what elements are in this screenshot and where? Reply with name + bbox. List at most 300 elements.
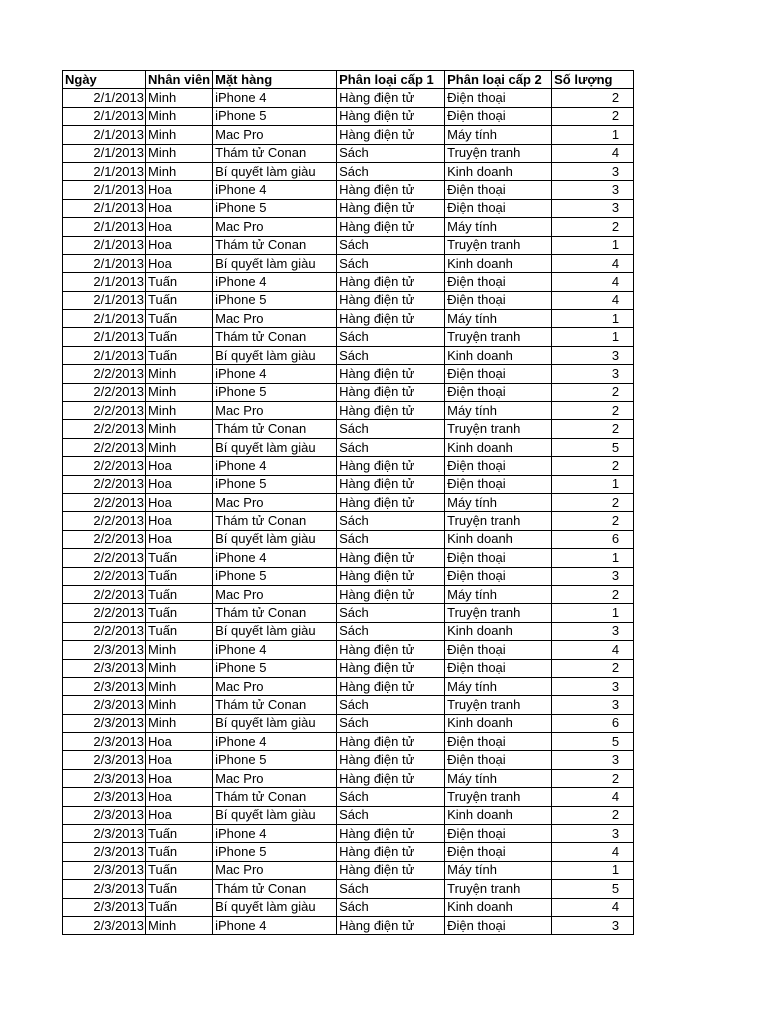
item-cell: iPhone 4: [213, 549, 337, 567]
quantity-cell: 3: [552, 365, 634, 383]
category-1-cell: Hàng điện tử: [337, 107, 445, 125]
date-cell: 2/1/2013: [63, 162, 146, 180]
item-cell: Thám tử Conan: [213, 604, 337, 622]
category-1-cell: Hàng điện tử: [337, 383, 445, 401]
employee-cell: Minh: [146, 916, 213, 934]
quantity-cell: 1: [552, 604, 634, 622]
employee-cell: Tuấn: [146, 549, 213, 567]
category-2-cell: Điện thoại: [445, 733, 552, 751]
employee-cell: Minh: [146, 659, 213, 677]
date-cell: 2/3/2013: [63, 641, 146, 659]
quantity-cell: 4: [552, 898, 634, 916]
table-row: [63, 861, 634, 879]
date-cell: 2/1/2013: [63, 107, 146, 125]
category-2-cell: Kinh doanh: [445, 438, 552, 456]
category-2-cell: Kinh doanh: [445, 898, 552, 916]
header-category-2: Phân loại cấp 2: [445, 71, 552, 89]
quantity-cell: 4: [552, 291, 634, 309]
item-cell: iPhone 4: [213, 641, 337, 659]
category-2-cell: Kinh doanh: [445, 530, 552, 548]
table-row: [63, 89, 634, 107]
table-row: [63, 788, 634, 806]
employee-cell: Tuấn: [146, 310, 213, 328]
category-1-cell: Sách: [337, 162, 445, 180]
category-2-cell: Điện thoại: [445, 641, 552, 659]
category-2-cell: Truyện tranh: [445, 604, 552, 622]
employee-cell: Minh: [146, 402, 213, 420]
employee-cell: Tuấn: [146, 861, 213, 879]
quantity-cell: 4: [552, 254, 634, 272]
date-cell: 2/3/2013: [63, 788, 146, 806]
category-1-cell: Sách: [337, 696, 445, 714]
quantity-cell: 5: [552, 438, 634, 456]
category-1-cell: Sách: [337, 806, 445, 824]
date-cell: 2/2/2013: [63, 402, 146, 420]
item-cell: Mac Pro: [213, 493, 337, 511]
quantity-cell: 2: [552, 383, 634, 401]
category-1-cell: Sách: [337, 714, 445, 732]
employee-cell: Tuấn: [146, 898, 213, 916]
item-cell: Thám tử Conan: [213, 788, 337, 806]
quantity-cell: 2: [552, 89, 634, 107]
header-employee: Nhân viên: [146, 71, 213, 89]
quantity-cell: 2: [552, 512, 634, 530]
table-row: [63, 530, 634, 548]
quantity-cell: 3: [552, 567, 634, 585]
employee-cell: Hoa: [146, 236, 213, 254]
quantity-cell: 3: [552, 696, 634, 714]
employee-cell: Tuấn: [146, 567, 213, 585]
date-cell: 2/1/2013: [63, 273, 146, 291]
category-1-cell: Hàng điện tử: [337, 126, 445, 144]
employee-cell: Tuấn: [146, 328, 213, 346]
category-1-cell: Sách: [337, 438, 445, 456]
quantity-cell: 2: [552, 659, 634, 677]
table-row: [63, 438, 634, 456]
date-cell: 2/3/2013: [63, 733, 146, 751]
item-cell: iPhone 4: [213, 825, 337, 843]
item-cell: Thám tử Conan: [213, 696, 337, 714]
category-1-cell: Hàng điện tử: [337, 89, 445, 107]
date-cell: 2/3/2013: [63, 696, 146, 714]
table-row: [63, 144, 634, 162]
header-date: Ngày: [63, 71, 146, 89]
date-cell: 2/2/2013: [63, 604, 146, 622]
category-1-cell: Hàng điện tử: [337, 199, 445, 217]
category-2-cell: Máy tính: [445, 126, 552, 144]
employee-cell: Minh: [146, 714, 213, 732]
category-1-cell: Sách: [337, 144, 445, 162]
employee-cell: Hoa: [146, 457, 213, 475]
table-row: [63, 162, 634, 180]
date-cell: 2/1/2013: [63, 218, 146, 236]
category-1-cell: Hàng điện tử: [337, 843, 445, 861]
table-row: [63, 199, 634, 217]
category-1-cell: Sách: [337, 898, 445, 916]
header-category-1: Phân loại cấp 1: [337, 71, 445, 89]
date-cell: 2/1/2013: [63, 181, 146, 199]
date-cell: 2/3/2013: [63, 751, 146, 769]
employee-cell: Minh: [146, 162, 213, 180]
item-cell: iPhone 5: [213, 291, 337, 309]
category-1-cell: Hàng điện tử: [337, 457, 445, 475]
quantity-cell: 1: [552, 236, 634, 254]
item-cell: Bí quyết làm giàu: [213, 622, 337, 640]
table-row: [63, 898, 634, 916]
table-row: [63, 254, 634, 272]
date-cell: 2/3/2013: [63, 677, 146, 695]
employee-cell: Minh: [146, 677, 213, 695]
employee-cell: Minh: [146, 144, 213, 162]
employee-cell: Tuấn: [146, 346, 213, 364]
category-2-cell: Điện thoại: [445, 365, 552, 383]
item-cell: Mac Pro: [213, 861, 337, 879]
table-row: [63, 181, 634, 199]
category-2-cell: Máy tính: [445, 402, 552, 420]
date-cell: 2/1/2013: [63, 346, 146, 364]
category-1-cell: Hàng điện tử: [337, 861, 445, 879]
item-cell: Thám tử Conan: [213, 512, 337, 530]
category-1-cell: Sách: [337, 604, 445, 622]
date-cell: 2/3/2013: [63, 880, 146, 898]
table-row: [63, 126, 634, 144]
table-row: [63, 420, 634, 438]
category-2-cell: Điện thoại: [445, 107, 552, 125]
item-cell: Bí quyết làm giàu: [213, 714, 337, 732]
quantity-cell: 1: [552, 126, 634, 144]
category-2-cell: Điện thoại: [445, 457, 552, 475]
category-1-cell: Hàng điện tử: [337, 273, 445, 291]
date-cell: 2/1/2013: [63, 254, 146, 272]
category-2-cell: Điện thoại: [445, 751, 552, 769]
table-row: [63, 567, 634, 585]
table-row: [63, 733, 634, 751]
employee-cell: Hoa: [146, 769, 213, 787]
header-item: Mặt hàng: [213, 71, 337, 89]
table-row: [63, 365, 634, 383]
date-cell: 2/2/2013: [63, 567, 146, 585]
employee-cell: Tuấn: [146, 622, 213, 640]
date-cell: 2/2/2013: [63, 420, 146, 438]
item-cell: Mac Pro: [213, 677, 337, 695]
item-cell: Bí quyết làm giàu: [213, 530, 337, 548]
table-row: [63, 291, 634, 309]
category-2-cell: Điện thoại: [445, 89, 552, 107]
table-row: [63, 751, 634, 769]
item-cell: iPhone 4: [213, 916, 337, 934]
table-row: [63, 310, 634, 328]
employee-cell: Tuấn: [146, 825, 213, 843]
date-cell: 2/1/2013: [63, 126, 146, 144]
category-2-cell: Máy tính: [445, 677, 552, 695]
employee-cell: Hoa: [146, 181, 213, 199]
item-cell: iPhone 4: [213, 181, 337, 199]
quantity-cell: 2: [552, 493, 634, 511]
item-cell: Thám tử Conan: [213, 144, 337, 162]
item-cell: Bí quyết làm giàu: [213, 162, 337, 180]
item-cell: iPhone 5: [213, 843, 337, 861]
date-cell: 2/3/2013: [63, 861, 146, 879]
quantity-cell: 2: [552, 585, 634, 603]
employee-cell: Minh: [146, 696, 213, 714]
category-1-cell: Hàng điện tử: [337, 310, 445, 328]
table-row: [63, 328, 634, 346]
table-row: [63, 475, 634, 493]
employee-cell: Tuấn: [146, 273, 213, 291]
quantity-cell: 6: [552, 530, 634, 548]
category-1-cell: Hàng điện tử: [337, 641, 445, 659]
item-cell: Bí quyết làm giàu: [213, 254, 337, 272]
date-cell: 2/1/2013: [63, 89, 146, 107]
quantity-cell: 1: [552, 328, 634, 346]
item-cell: iPhone 5: [213, 567, 337, 585]
category-2-cell: Truyện tranh: [445, 880, 552, 898]
table-row: [63, 659, 634, 677]
category-2-cell: Truyện tranh: [445, 236, 552, 254]
date-cell: 2/3/2013: [63, 769, 146, 787]
category-2-cell: Máy tính: [445, 493, 552, 511]
quantity-cell: 1: [552, 310, 634, 328]
employee-cell: Hoa: [146, 806, 213, 824]
table-row: [63, 585, 634, 603]
quantity-cell: 3: [552, 162, 634, 180]
category-1-cell: Sách: [337, 346, 445, 364]
employee-cell: Hoa: [146, 475, 213, 493]
category-1-cell: Hàng điện tử: [337, 475, 445, 493]
item-cell: Mac Pro: [213, 585, 337, 603]
employee-cell: Hoa: [146, 199, 213, 217]
category-2-cell: Kinh doanh: [445, 806, 552, 824]
quantity-cell: 2: [552, 769, 634, 787]
item-cell: iPhone 4: [213, 273, 337, 291]
category-2-cell: Truyện tranh: [445, 512, 552, 530]
table-row: [63, 457, 634, 475]
table-row: [63, 714, 634, 732]
category-1-cell: Sách: [337, 254, 445, 272]
date-cell: 2/2/2013: [63, 438, 146, 456]
table-row: [63, 346, 634, 364]
quantity-cell: 2: [552, 806, 634, 824]
quantity-cell: 5: [552, 880, 634, 898]
quantity-cell: 4: [552, 788, 634, 806]
date-cell: 2/2/2013: [63, 585, 146, 603]
item-cell: Bí quyết làm giàu: [213, 898, 337, 916]
employee-cell: Minh: [146, 107, 213, 125]
category-1-cell: Hàng điện tử: [337, 916, 445, 934]
date-cell: 2/1/2013: [63, 144, 146, 162]
category-1-cell: Sách: [337, 512, 445, 530]
category-2-cell: Điện thoại: [445, 383, 552, 401]
table-row: [63, 622, 634, 640]
category-2-cell: Điện thoại: [445, 475, 552, 493]
item-cell: iPhone 4: [213, 733, 337, 751]
date-cell: 2/1/2013: [63, 328, 146, 346]
category-1-cell: Hàng điện tử: [337, 585, 445, 603]
employee-cell: Minh: [146, 383, 213, 401]
item-cell: Bí quyết làm giàu: [213, 346, 337, 364]
item-cell: iPhone 5: [213, 383, 337, 401]
employee-cell: Tuấn: [146, 604, 213, 622]
employee-cell: Minh: [146, 89, 213, 107]
employee-cell: Tuấn: [146, 843, 213, 861]
category-2-cell: Kinh doanh: [445, 162, 552, 180]
item-cell: iPhone 5: [213, 475, 337, 493]
item-cell: iPhone 5: [213, 659, 337, 677]
item-cell: Mac Pro: [213, 218, 337, 236]
quantity-cell: 3: [552, 916, 634, 934]
quantity-cell: 2: [552, 218, 634, 236]
header-row: [63, 71, 634, 89]
quantity-cell: 3: [552, 346, 634, 364]
category-2-cell: Điện thoại: [445, 291, 552, 309]
date-cell: 2/3/2013: [63, 659, 146, 677]
employee-cell: Tuấn: [146, 880, 213, 898]
category-1-cell: Hàng điện tử: [337, 549, 445, 567]
quantity-cell: 4: [552, 641, 634, 659]
category-2-cell: Kinh doanh: [445, 254, 552, 272]
category-2-cell: Điện thoại: [445, 199, 552, 217]
employee-cell: Minh: [146, 126, 213, 144]
category-1-cell: Hàng điện tử: [337, 769, 445, 787]
employee-cell: Hoa: [146, 254, 213, 272]
category-1-cell: Hàng điện tử: [337, 825, 445, 843]
date-cell: 2/1/2013: [63, 310, 146, 328]
item-cell: iPhone 5: [213, 199, 337, 217]
employee-cell: Minh: [146, 420, 213, 438]
date-cell: 2/3/2013: [63, 843, 146, 861]
quantity-cell: 1: [552, 549, 634, 567]
table-row: [63, 916, 634, 934]
category-1-cell: Hàng điện tử: [337, 567, 445, 585]
category-1-cell: Hàng điện tử: [337, 677, 445, 695]
employee-cell: Minh: [146, 641, 213, 659]
category-1-cell: Hàng điện tử: [337, 365, 445, 383]
category-2-cell: Điện thoại: [445, 273, 552, 291]
sales-table: [62, 70, 634, 935]
category-2-cell: Truyện tranh: [445, 696, 552, 714]
date-cell: 2/1/2013: [63, 236, 146, 254]
item-cell: iPhone 4: [213, 89, 337, 107]
table-row: [63, 218, 634, 236]
item-cell: iPhone 5: [213, 751, 337, 769]
table-row: [63, 696, 634, 714]
quantity-cell: 5: [552, 733, 634, 751]
date-cell: 2/1/2013: [63, 291, 146, 309]
quantity-cell: 1: [552, 475, 634, 493]
quantity-cell: 4: [552, 843, 634, 861]
date-cell: 2/2/2013: [63, 493, 146, 511]
table-row: [63, 236, 634, 254]
category-1-cell: Sách: [337, 880, 445, 898]
category-1-cell: Hàng điện tử: [337, 493, 445, 511]
date-cell: 2/2/2013: [63, 549, 146, 567]
item-cell: Mac Pro: [213, 310, 337, 328]
quantity-cell: 2: [552, 402, 634, 420]
category-2-cell: Truyện tranh: [445, 144, 552, 162]
date-cell: 2/3/2013: [63, 806, 146, 824]
employee-cell: Minh: [146, 365, 213, 383]
employee-cell: Tuấn: [146, 291, 213, 309]
category-1-cell: Sách: [337, 530, 445, 548]
quantity-cell: 4: [552, 273, 634, 291]
category-2-cell: Máy tính: [445, 310, 552, 328]
date-cell: 2/3/2013: [63, 916, 146, 934]
table-row: [63, 825, 634, 843]
date-cell: 2/2/2013: [63, 512, 146, 530]
category-2-cell: Kinh doanh: [445, 346, 552, 364]
category-2-cell: Kinh doanh: [445, 622, 552, 640]
table-row: [63, 512, 634, 530]
category-2-cell: Điện thoại: [445, 825, 552, 843]
item-cell: Thám tử Conan: [213, 420, 337, 438]
category-1-cell: Sách: [337, 328, 445, 346]
table-row: [63, 769, 634, 787]
header-quantity: Số lượng: [552, 71, 634, 89]
table-row: [63, 383, 634, 401]
item-cell: iPhone 4: [213, 365, 337, 383]
table-row: [63, 641, 634, 659]
table-row: [63, 880, 634, 898]
quantity-cell: 2: [552, 457, 634, 475]
employee-cell: Tuấn: [146, 585, 213, 603]
category-2-cell: Máy tính: [445, 861, 552, 879]
category-2-cell: Truyện tranh: [445, 328, 552, 346]
item-cell: Thám tử Conan: [213, 880, 337, 898]
category-1-cell: Sách: [337, 236, 445, 254]
category-1-cell: Sách: [337, 788, 445, 806]
date-cell: 2/2/2013: [63, 475, 146, 493]
item-cell: Mac Pro: [213, 402, 337, 420]
item-cell: Thám tử Conan: [213, 328, 337, 346]
category-1-cell: Hàng điện tử: [337, 733, 445, 751]
table-row: [63, 843, 634, 861]
quantity-cell: 3: [552, 751, 634, 769]
quantity-cell: 4: [552, 144, 634, 162]
category-2-cell: Điện thoại: [445, 916, 552, 934]
quantity-cell: 3: [552, 181, 634, 199]
table-row: [63, 273, 634, 291]
item-cell: Bí quyết làm giàu: [213, 438, 337, 456]
employee-cell: Hoa: [146, 788, 213, 806]
category-1-cell: Hàng điện tử: [337, 659, 445, 677]
item-cell: Thám tử Conan: [213, 236, 337, 254]
category-1-cell: Hàng điện tử: [337, 181, 445, 199]
table-body: [63, 89, 634, 935]
category-2-cell: Máy tính: [445, 769, 552, 787]
item-cell: Mac Pro: [213, 769, 337, 787]
quantity-cell: 2: [552, 420, 634, 438]
item-cell: Bí quyết làm giàu: [213, 806, 337, 824]
category-1-cell: Hàng điện tử: [337, 218, 445, 236]
item-cell: Mac Pro: [213, 126, 337, 144]
date-cell: 2/2/2013: [63, 530, 146, 548]
category-2-cell: Điện thoại: [445, 843, 552, 861]
employee-cell: Hoa: [146, 493, 213, 511]
category-1-cell: Hàng điện tử: [337, 291, 445, 309]
category-2-cell: Truyện tranh: [445, 788, 552, 806]
quantity-cell: 1: [552, 861, 634, 879]
date-cell: 2/2/2013: [63, 365, 146, 383]
category-2-cell: Điện thoại: [445, 567, 552, 585]
date-cell: 2/2/2013: [63, 622, 146, 640]
date-cell: 2/1/2013: [63, 199, 146, 217]
category-1-cell: Hàng điện tử: [337, 402, 445, 420]
employee-cell: Hoa: [146, 218, 213, 236]
category-2-cell: Máy tính: [445, 585, 552, 603]
table-row: [63, 402, 634, 420]
table-row: [63, 549, 634, 567]
date-cell: 2/3/2013: [63, 898, 146, 916]
